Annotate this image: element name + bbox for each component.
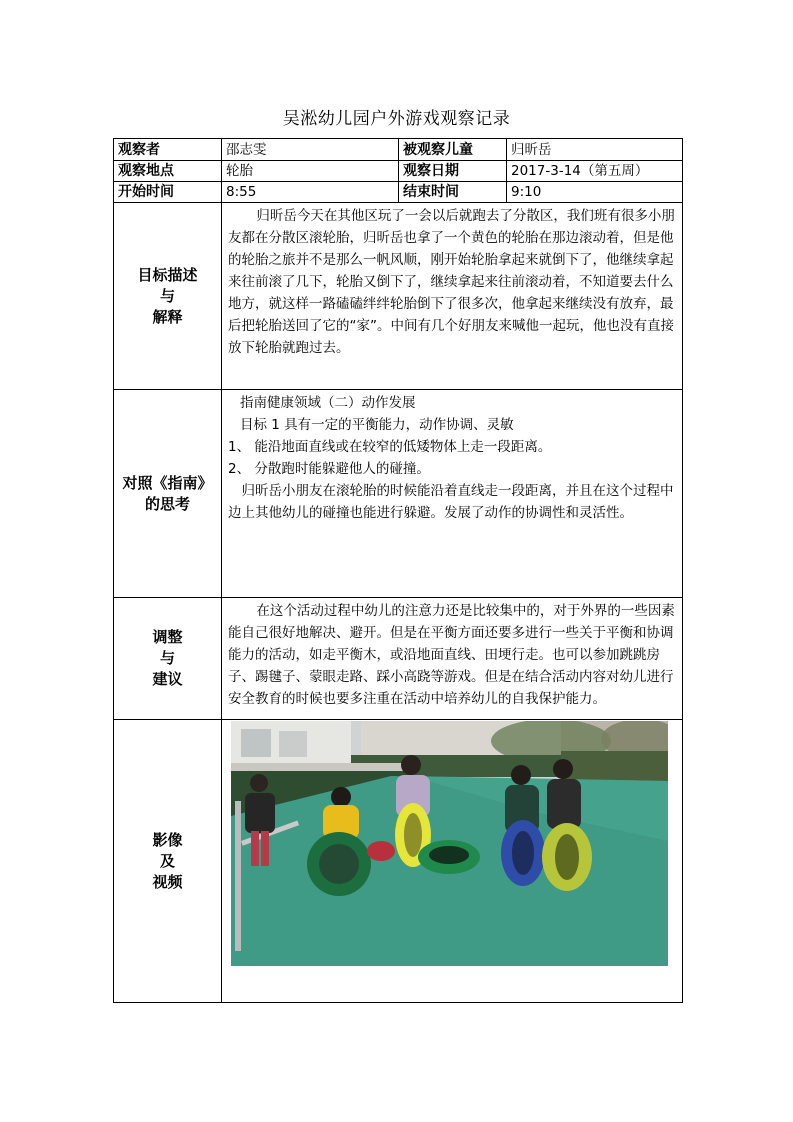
media-section-body	[222, 720, 683, 1003]
guide-line-2: 目标 1 具有一定的平衡能力，动作协调、灵敏	[240, 417, 514, 433]
observer-label: 观察者	[114, 139, 222, 161]
guide-line-3: 1、 能沿地面直线或在较窄的低矮物体上走一段距离。	[228, 439, 552, 455]
child-label: 被观察儿童	[399, 139, 507, 161]
guide-line-5: 归昕岳小朋友在滚轮胎的时候能沿着直线走一段距离，并且在这个过程中边上其他幼儿的碰撞也能进行躲避。发展了动作的协调性和灵活性。	[228, 483, 674, 521]
end-time-label: 结束时间	[399, 182, 507, 203]
location-label: 观察地点	[114, 161, 222, 182]
guide-line-1: 指南健康领域（二）动作发展	[240, 395, 416, 411]
guide-section-label: 对照《指南》 的思考	[114, 390, 222, 598]
page-title: 吴淞幼儿园户外游戏观察记录	[282, 109, 511, 129]
child-value: 归昕岳	[507, 139, 683, 161]
adjust-section-body	[222, 598, 683, 720]
date-value: 2017-3-14（第五周）	[507, 161, 683, 182]
start-time-value: 8:55	[222, 182, 399, 203]
observer-value: 邵志雯	[222, 139, 399, 161]
goal-section-label: 目标描述 与 解释	[114, 203, 222, 390]
end-time-value: 9:10	[507, 182, 683, 203]
guide-line-4: 2、 分散跑时能躲避他人的碰撞。	[228, 461, 430, 477]
guide-section-body	[222, 390, 683, 598]
goal-section-body	[222, 203, 683, 390]
media-section-label: 影像 及 视频	[114, 720, 222, 1003]
location-value: 轮胎	[222, 161, 399, 182]
start-time-label: 开始时间	[114, 182, 222, 203]
children-tire-play-photo	[231, 721, 668, 966]
adjust-text: 在这个活动过程中幼儿的注意力还是比较集中的，对于外界的一些因素能自己很好地解决、避开。但是在平衡方面还要多进行一些关于平衡和协调能力的活动，如走平衡木，或沿地面直线、田埂行走。也可以参加跳跳房子、踢毽子、蒙眼走路、踩小高跷等游戏。但是在结合活动内容对幼儿进行安全教育的时候也要多注重在活动中培养幼儿的自我保护能力。	[228, 603, 675, 707]
date-label: 观察日期	[399, 161, 507, 182]
goal-text: 归昕岳今天在其他区玩了一会以后就跑去了分散区，我们班有很多小朋友都在分散区滚轮胎，归昕岳也拿了一个黄色的轮胎在那边滚动着，但是他的轮胎之旅并不是那么一帆风顺，刚开始轮胎拿起来就倒下了，他继续拿起来往前滚了几下，轮胎又倒下了，继续拿起来往前滚动着，不知道要去什么地方，就这样一路磕磕绊绊轮胎倒下了很多次，他拿起来继续没有放弃，最后把轮胎送回了它的“家”。中间有几个好朋友来喊他一起玩，他也没有直接放下轮胎就跑过去。	[228, 208, 675, 356]
observation-table	[113, 138, 683, 1003]
adjust-section-label: 调整 与 建议	[114, 598, 222, 720]
